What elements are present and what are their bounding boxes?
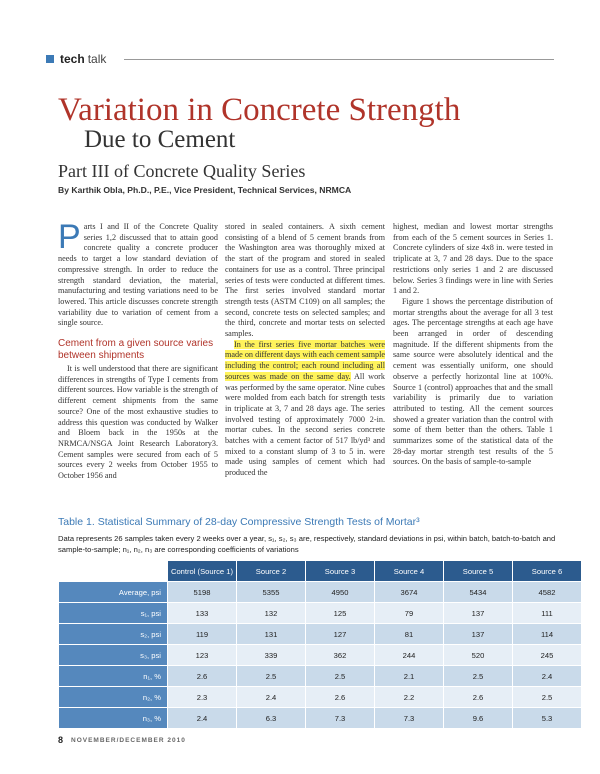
table-cell: 5198 xyxy=(168,582,237,603)
paragraph: highest, median and lowest mortar strengths from each of the 5 cement sources in Series 1. Concrete cylinders of size 4x8 in. were tested in triplicate at 3, 7 and 28 days. Due to the space restrictions only series 1 and 2 are discussed below. Series 3 findings were in line with Series 1 and 2. xyxy=(393,222,553,296)
table-row xyxy=(59,708,582,729)
table-cell: 3674 xyxy=(375,582,444,603)
table-cell: 7.3 xyxy=(375,708,444,729)
table-header-row xyxy=(59,561,582,582)
table-cell: 244 xyxy=(375,645,444,666)
table-row xyxy=(59,645,582,666)
table-cell: 5.3 xyxy=(513,708,582,729)
table-cell: 123 xyxy=(168,645,237,666)
table-cell: 2.5 xyxy=(444,666,513,687)
table-cell: 81 xyxy=(375,624,444,645)
column-header: Source 3 xyxy=(306,561,375,582)
paragraph: stored in sealed containers. A sixth cement consisting of a blend of 5 cement brands from the Washington area was thoroughly mixed at the start of the program and stored in sealed containers for use as a control. Three principal series of tests were conducted at different times. The first series involved standard mortar strength tests (ASTM C109) on all samples; the second, concrete tests on selected samples; and the third, concrete and mortar tests on selected samples. xyxy=(225,222,385,339)
article-subtitle: Due to Cement xyxy=(84,126,236,153)
table-cell: 2.6 xyxy=(306,687,375,708)
table-row xyxy=(59,624,582,645)
table-row xyxy=(59,582,582,603)
table-cell: 7.3 xyxy=(306,708,375,729)
table-cell: 9.6 xyxy=(444,708,513,729)
table-cell: 339 xyxy=(237,645,306,666)
row-label: s₃, psi xyxy=(59,645,168,666)
paragraph xyxy=(58,218,218,329)
row-label: s₂, psi xyxy=(59,624,168,645)
table-cell: 5355 xyxy=(237,582,306,603)
table-cell: 362 xyxy=(306,645,375,666)
table-cell: 2.5 xyxy=(237,666,306,687)
table-cell: 2.3 xyxy=(168,687,237,708)
row-label: s₁, psi xyxy=(59,603,168,624)
table-cell: 245 xyxy=(513,645,582,666)
table-cell: 2.5 xyxy=(513,687,582,708)
row-label: n₂, % xyxy=(59,687,168,708)
table-corner-cell xyxy=(59,561,168,582)
table-cell: 2.5 xyxy=(306,666,375,687)
paragraph: It is well understood that there are significant differences in strengths of Type I cements from different sources. How variable is the strength of different cement shipments from the same source? One of the most exhaustive studies to address this question was conducted by Walker and Bloem back in the 1950s at the NRMCA/NSGA Joint Research Laboratory3. Cement samples were secured from each of 5 sources every 2 weeks from October 1955 to October 1956 and xyxy=(58,364,218,481)
section-heading: Cement from a given source varies between shipments xyxy=(58,338,214,361)
table-cell: 132 xyxy=(237,603,306,624)
table-cell: 137 xyxy=(444,603,513,624)
column-header: Source 4 xyxy=(375,561,444,582)
table-cell: 2.6 xyxy=(444,687,513,708)
table-cell: 125 xyxy=(306,603,375,624)
highlighted-text: In the first series five mortar batches were made on different days with each cement sample including the control; each round including all sources was made on the same day. xyxy=(225,339,385,381)
text-column-2 xyxy=(225,222,385,479)
table-cell: 137 xyxy=(444,624,513,645)
table-cell: 131 xyxy=(237,624,306,645)
column-header: Control (Source 1) xyxy=(168,561,237,582)
section-rule xyxy=(124,59,554,60)
table-cell: 133 xyxy=(168,603,237,624)
table-cell: 4582 xyxy=(513,582,582,603)
table-cell: 119 xyxy=(168,624,237,645)
row-label: n₃, % xyxy=(59,708,168,729)
table-cell: 2.1 xyxy=(375,666,444,687)
table-cell: 127 xyxy=(306,624,375,645)
table-row xyxy=(59,687,582,708)
text-column-1 xyxy=(58,218,218,482)
series-title: Part III of Concrete Quality Series xyxy=(58,161,306,181)
text-column-3 xyxy=(393,222,553,468)
section-marker xyxy=(46,55,54,63)
paragraph-text: arts I and II of the Concrete Quality series 1,2 discussed that to attain good concrete quality a concrete producer needs to target a low standard deviation of compressive strength. In order to reduce the strength standard deviation, the material, manufacturing and testing variations need to be lowered. This article discusses concrete strength variability due to variation of cement from a single source. xyxy=(58,222,218,328)
table-cell: 114 xyxy=(513,624,582,645)
table-cell: 520 xyxy=(444,645,513,666)
section-header xyxy=(46,52,106,66)
statistics-table xyxy=(58,560,582,729)
byline: By Karthik Obla, Ph.D., P.E., Vice President, Technical Services, NRMCA xyxy=(58,185,352,195)
section-label-tech: tech xyxy=(60,52,85,66)
page-number: 8 xyxy=(58,735,64,745)
table-cell: 2.4 xyxy=(237,687,306,708)
table-cell: 79 xyxy=(375,603,444,624)
column-header: Source 6 xyxy=(513,561,582,582)
table-cell: 6.3 xyxy=(237,708,306,729)
article-title: Variation in Concrete Strength xyxy=(58,92,461,128)
paragraph-text: All work was performed by the same operator. Nine cubes were molded from each batch for strength tests in triplicate at 3, 7 and 28 days age. The series involved testing of approximately 7000 2-in. mortar cubes. In the second series concrete batches with a cement factor of 517 lb/yd³ and mixed to a constant slump of 3 to 5 in. were made using samples of cement which had produced the xyxy=(225,371,385,478)
drop-cap: P xyxy=(58,218,81,256)
paragraph xyxy=(225,340,385,479)
page-footer xyxy=(58,735,186,745)
column-header: Source 5 xyxy=(444,561,513,582)
table-title: Table 1. Statistical Summary of 28-day Compressive Strength Tests of Mortar³ xyxy=(58,516,420,528)
table-row xyxy=(59,603,582,624)
table-cell: 2.6 xyxy=(168,666,237,687)
table-cell: 2.4 xyxy=(513,666,582,687)
table-cell: 5434 xyxy=(444,582,513,603)
table-cell: 4950 xyxy=(306,582,375,603)
row-label: Average, psi xyxy=(59,582,168,603)
table-cell: 111 xyxy=(513,603,582,624)
paragraph: Figure 1 shows the percentage distribution of mortar strengths about the average for all 3 test ages. The percentage strengths at each age have been arranged in order of descending magnitude. If the different shipments from the same source were absolutely identical and the cement was essentially uniform, one should observe a perfectly horizontal line at 100%. Source 1 (control) approaches that and the small variability is primarily due to variation attributed to testing. All the cement sources showed a greater variation than the control with some of them better than the others. Table 1 summarizes some of the statistical data of the 28-day mortar strength test results of the 5 sources. On the basis of sample-to-sample xyxy=(393,296,553,467)
column-header: Source 2 xyxy=(237,561,306,582)
row-label: n₁, % xyxy=(59,666,168,687)
table-cell: 2.2 xyxy=(375,687,444,708)
issue-date: NOVEMBER/DECEMBER 2010 xyxy=(71,736,186,744)
table-row xyxy=(59,666,582,687)
section-label-talk: talk xyxy=(87,52,107,66)
table-cell: 2.4 xyxy=(168,708,237,729)
table-note: Data represents 26 samples taken every 2 weeks over a year, s₁, s₂, s₃ are, respectively, standard deviations in psi, within batch, batch-to-batch and sample-to-sample; n₁, n₂, n₃ are corresponding coefficients of variations xyxy=(58,534,556,554)
